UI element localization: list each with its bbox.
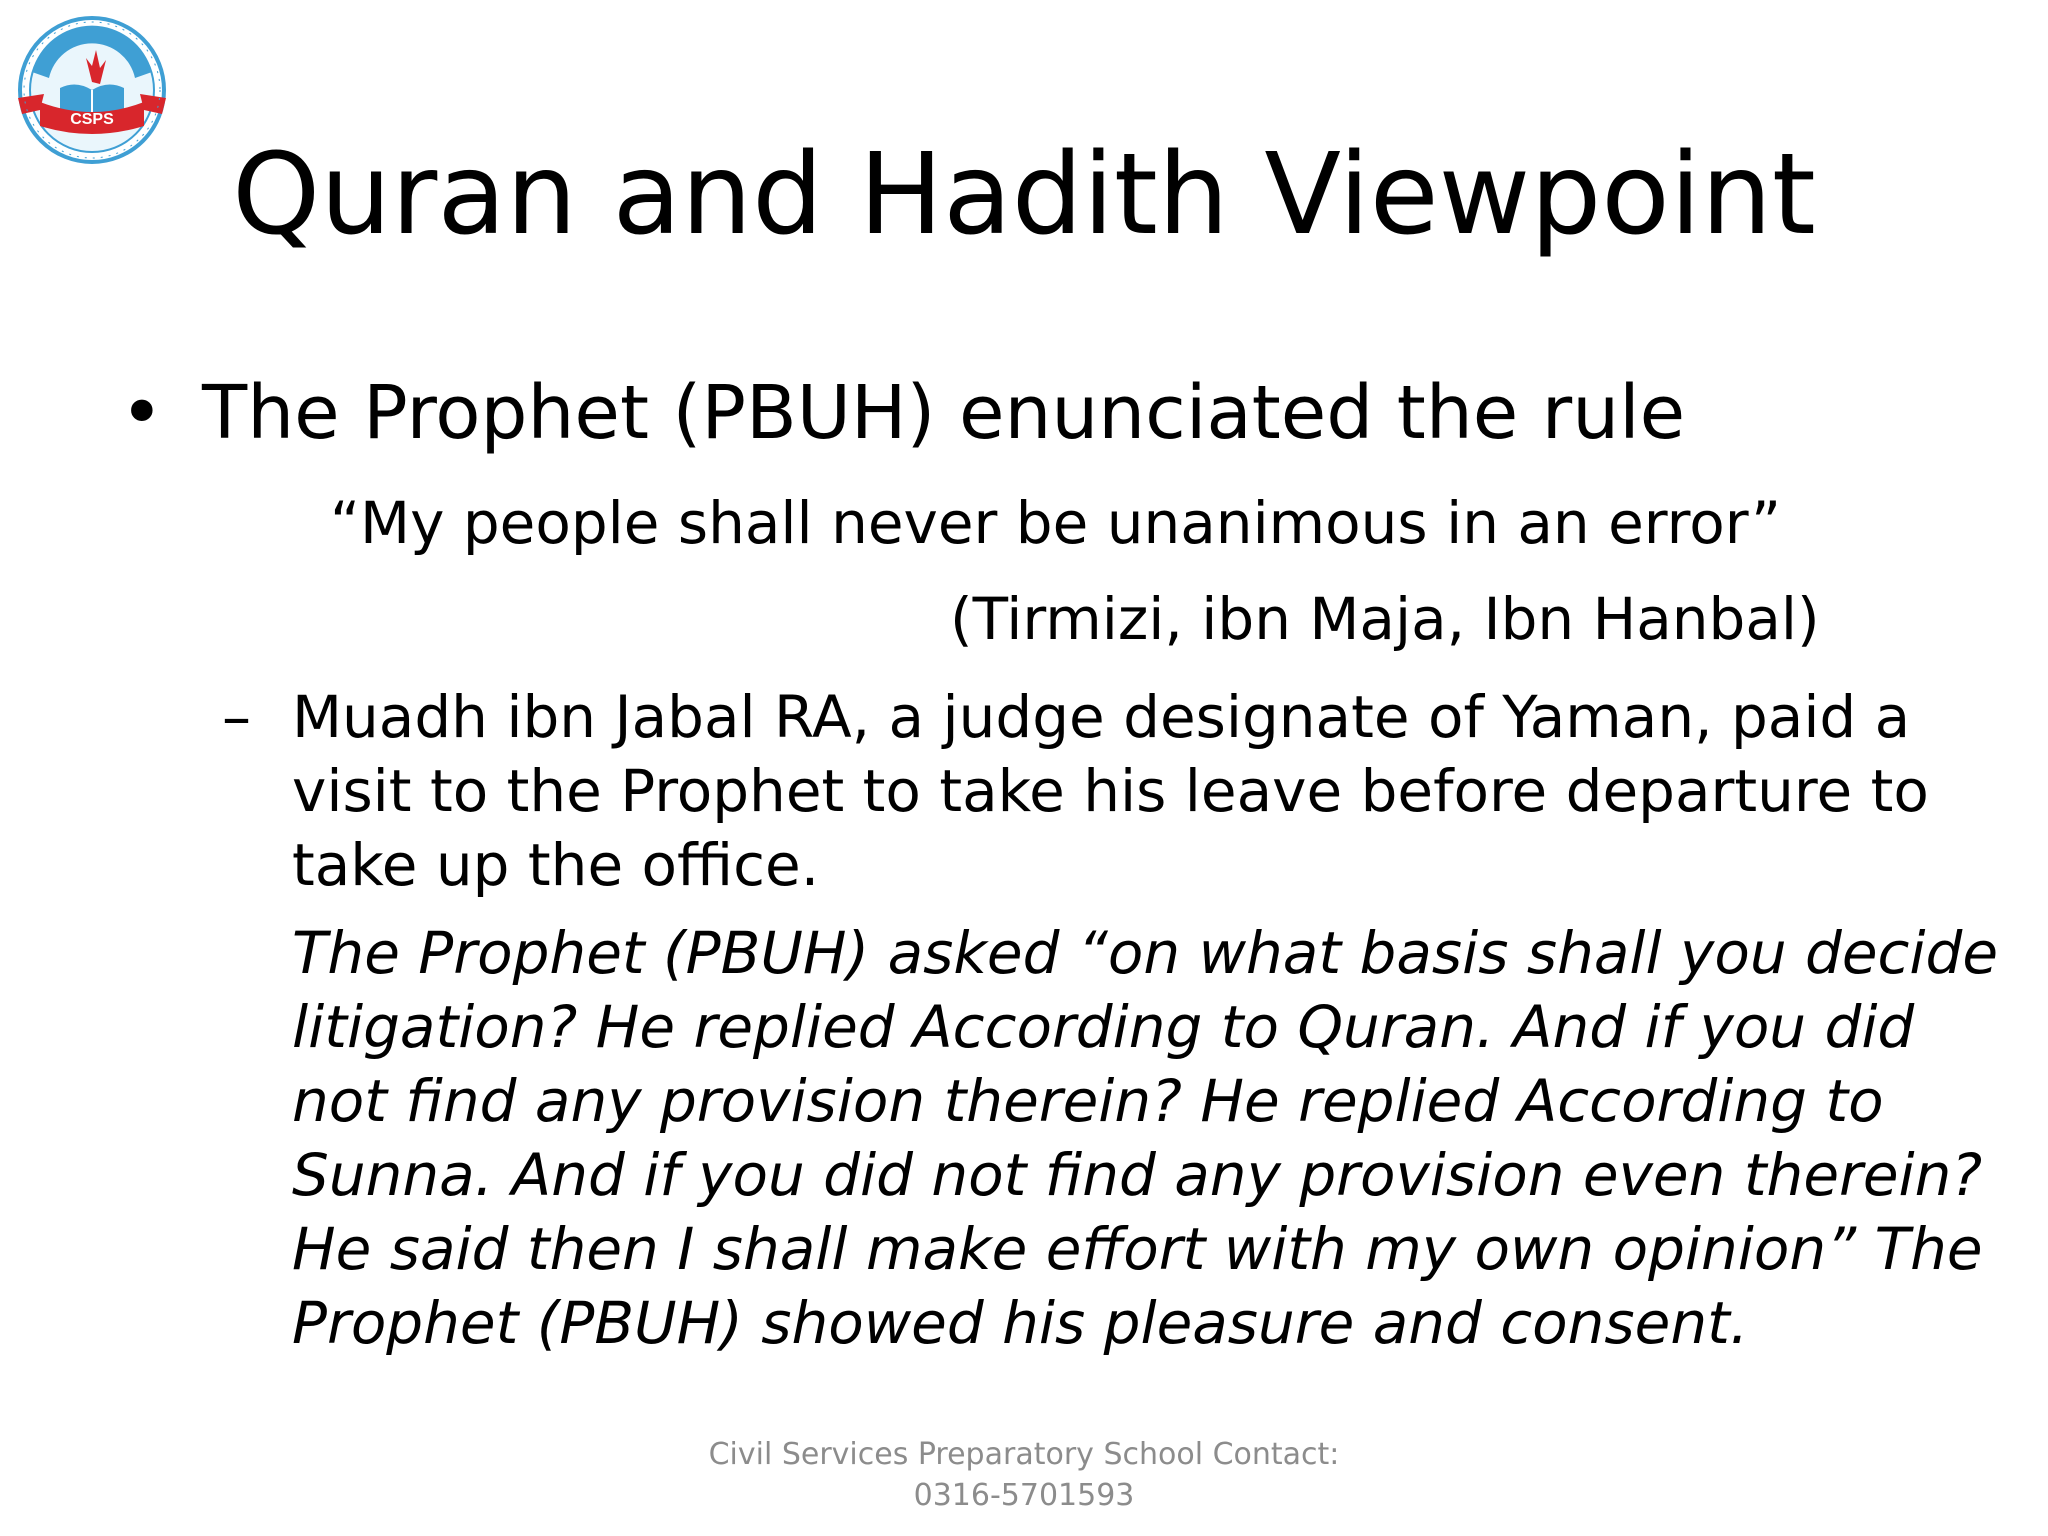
hadith-citation: (Tirmizi, ibn Maja, Ibn Hanbal) bbox=[950, 585, 1820, 653]
logo-abbreviation: CSPS bbox=[70, 111, 114, 128]
narration-line: litigation? He replied According to Quran. And if you did bbox=[292, 993, 1915, 1061]
bullet-dot-icon: • bbox=[120, 370, 164, 456]
sub-bullet-line: visit to the Prophet to take his leave before departure to bbox=[292, 757, 1929, 825]
narration-line: Prophet (PBUH) showed his pleasure and consent. bbox=[292, 1289, 1749, 1357]
hadith-quote: “My people shall never be unanimous in an error” bbox=[330, 489, 1782, 557]
sub-bullet-line: Muadh ibn Jabal RA, a judge designate of Yaman, paid a bbox=[292, 683, 1911, 751]
narration-line: He said then I shall make effort with my own opinion” The bbox=[292, 1215, 1983, 1283]
narration-line: Sunna. And if you did not find any provision even therein? bbox=[292, 1141, 1983, 1209]
italic-narration bbox=[292, 916, 1999, 1360]
bullet-item bbox=[120, 368, 1685, 458]
footer-school-contact: Civil Services Preparatory School Contact: bbox=[708, 1437, 1340, 1472]
footer-phone: 0316-5701593 bbox=[913, 1478, 1135, 1513]
bullet-text: The Prophet (PBUH) enunciated the rule bbox=[202, 370, 1686, 456]
slide-footer bbox=[0, 1434, 2048, 1516]
sub-bullet-line: take up the office. bbox=[292, 831, 820, 899]
narration-line: not find any provision therein? He replied According to bbox=[292, 1067, 1884, 1135]
slide-title: Quran and Hadith Viewpoint bbox=[232, 130, 1816, 260]
sub-bullet-dash: – bbox=[222, 683, 251, 751]
sub-bullet-text bbox=[292, 680, 1932, 902]
narration-line: The Prophet (PBUH) asked “on what basis shall you decide bbox=[292, 919, 1999, 987]
